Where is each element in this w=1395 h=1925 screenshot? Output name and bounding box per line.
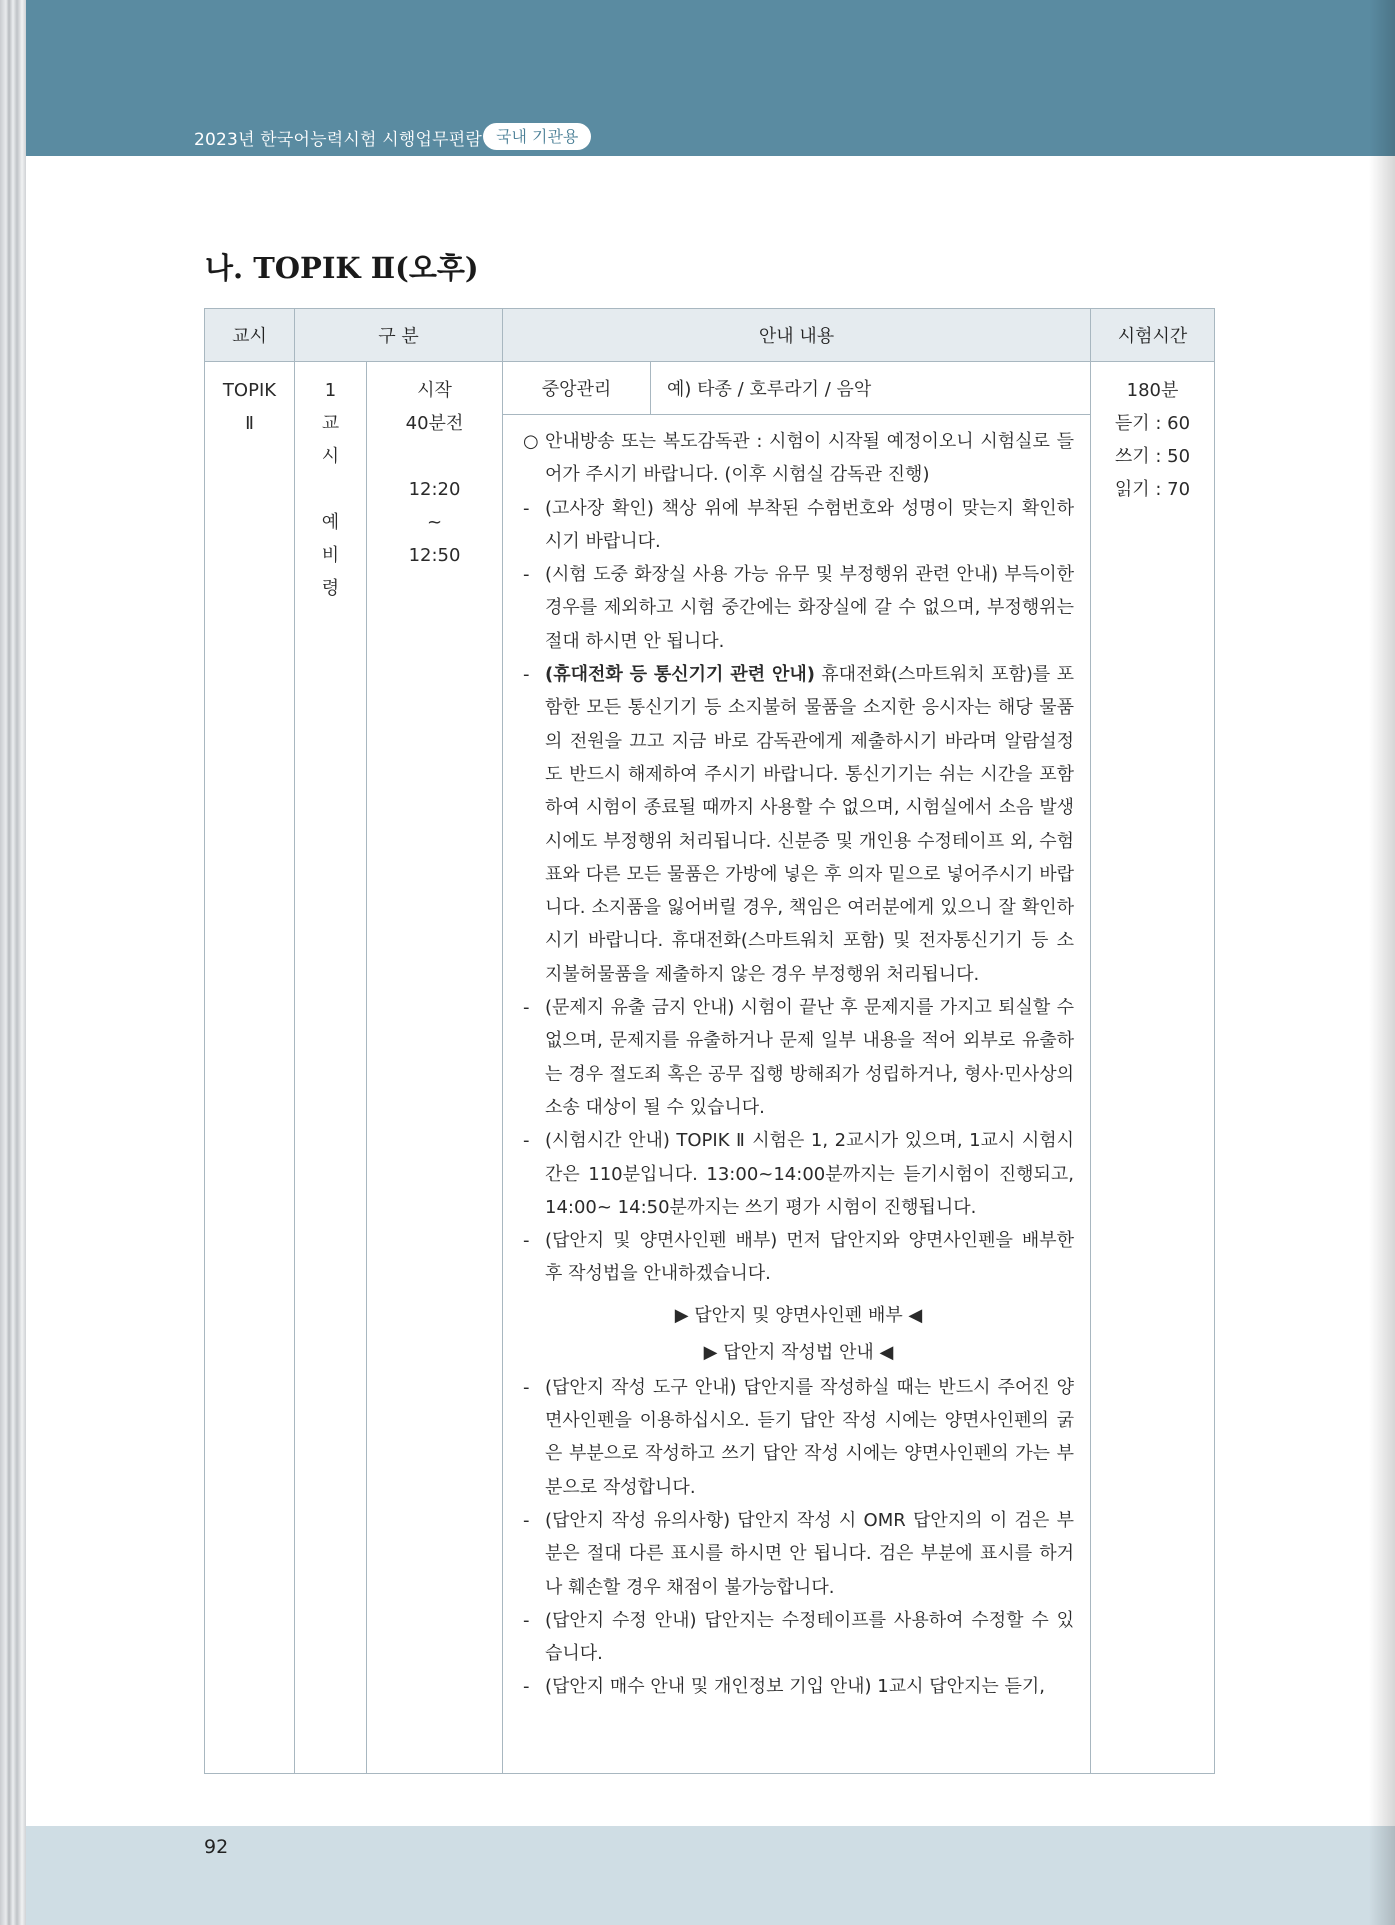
item-text: (답안지 매수 안내 및 개인정보 기입 안내) 1교시 답안지는 듣기,: [545, 1676, 1046, 1698]
timing-line: 40분전: [405, 413, 464, 434]
central-value: 예) 타종 / 호루라기 / 음악: [651, 362, 1091, 415]
timing-line: 12:20: [408, 479, 461, 500]
bullet: -: [523, 564, 530, 586]
period-char: 교: [321, 413, 340, 434]
duration-cell: [1091, 362, 1215, 1774]
exam-name-cell: [205, 362, 295, 1774]
bullet: -: [523, 664, 530, 686]
period-char: 시: [321, 446, 340, 467]
period-char: 비: [321, 545, 340, 566]
header-duration: 시험시간: [1091, 309, 1215, 362]
bullet: -: [523, 1230, 530, 1252]
central-label: 중앙관리: [503, 362, 651, 415]
item-text: (답안지 및 양면사인펜 배부) 먼저 답안지와 양면사인펜을 배부한 후 작성법을 안내하겠습니다.: [545, 1230, 1074, 1285]
period-char: 1: [324, 380, 337, 401]
list-item: [523, 558, 1074, 658]
bullet: -: [523, 997, 530, 1019]
list-item: [523, 1504, 1074, 1604]
exam-name: TOPIK Ⅱ: [222, 380, 277, 434]
bullet: -: [523, 1509, 530, 1531]
section-title: 나. TOPIK Ⅱ(오후): [205, 251, 479, 285]
timing-spacer: [367, 440, 502, 473]
duration-line: 180분: [1126, 380, 1179, 401]
item-text: 안내방송 또는 복도감독관 : 시험이 시작될 예정이오니 시험실로 들어가 주시기 바랍니다. (이후 시험실 감독관 진행): [545, 431, 1074, 486]
duration-line: 듣기 : 60: [1114, 413, 1191, 434]
bullet: -: [523, 1130, 530, 1152]
item-text: (문제지 유출 금지 안내) 시험이 끝난 후 문제지를 가지고 퇴실할 수 없으며, 문제지를 유출하거나 문제 일부 내용을 적어 외부로 유출하는 경우 절도죄 혹은 공무 집행 방해죄가 성립하거나, 형사·민사상의 소송 대상이 될 수 있습니다.: [545, 997, 1074, 1118]
list-item: [523, 1604, 1074, 1671]
list-item: [523, 425, 1074, 492]
list-item: [523, 658, 1074, 991]
period-cell: [295, 362, 367, 1774]
bullet: -: [523, 1376, 530, 1398]
list-item: [523, 991, 1074, 1124]
item-text: (고사장 확인) 책상 위에 부착된 수험번호와 성명이 맞는지 확인하시기 바랍니다.: [545, 497, 1074, 552]
page-shadow: [1369, 0, 1395, 1925]
schedule-table: [204, 308, 1215, 1774]
item-text: (시험 도중 화장실 사용 가능 유무 및 부정행위 관련 안내) 부득이한 경우를 제외하고 시험 중간에는 화장실에 갈 수 없으며, 부정행위는 절대 하시면 안 됩니다.: [545, 564, 1074, 652]
item-text: (답안지 수정 안내) 답안지는 수정테이프를 사용하여 수정할 수 있습니다.: [545, 1609, 1074, 1665]
table-header-row: [205, 309, 1215, 362]
period-char: 예: [321, 512, 340, 533]
bullet: ○: [523, 431, 539, 452]
header-band: [26, 0, 1395, 156]
footer-band: [26, 1826, 1395, 1925]
centered-instruction: ▶ 답안지 작성법 안내 ◀: [703, 1341, 894, 1363]
period-spacer: [295, 473, 366, 506]
list-item: [523, 1224, 1074, 1291]
item-text: (답안지 작성 유의사항) 답안지 작성 시 OMR 답안지의 이 검은 부분은 절대 다른 표시를 하시면 안 됩니다. 검은 부분에 표시를 하거나 훼손할 경우 채점이 불가능합니다.: [545, 1509, 1074, 1598]
list-item: [523, 1124, 1074, 1224]
page-number: 92: [204, 1836, 229, 1858]
list-item: [523, 1670, 1074, 1703]
duration-line: 읽기 : 70: [1114, 479, 1191, 500]
bullet: -: [523, 1676, 530, 1698]
duration-line: 쓰기 : 50: [1114, 446, 1191, 467]
item-text: (답안지 작성 도구 안내) 답안지를 작성하실 때는 반드시 주어진 양면사인펜을 이용하십시오. 듣기 답안 작성 시에는 양면사인펜의 굵은 부분으로 작성하고 쓰기 답안 작성 시에는 양면사인펜의 가는 부분으로 작성합니다.: [545, 1376, 1074, 1498]
centered-instruction: ▶ 답안지 및 양면사인펜 배부 ◀: [674, 1304, 923, 1326]
period-char: 령: [321, 578, 340, 599]
header-guidance: 안내 내용: [503, 309, 1091, 362]
item-body: 휴대전화(스마트워치 포함)를 포함한 모든 통신기기 등 소지불허 물품을 소지한 응시자는 해당 물품의 전원을 끄고 지금 바로 감독관에게 제출하시기 바라며 알람설정도 반드시 해제하여 주시기 바랍니다. 통신기기는 쉬는 시간을 포함하여 시험이 종료될 때까지 사용할 수 없으며, 시험실에서 소음 발생 시에도 부정행위 처리됩니다. 신분증 및 개인용 수정테이프 외, 수험표와 다른 모든 물품은 가방에 넣은 후 의자 밑으로 넣어주시기 바랍니다. 소지품을 잃어버릴 경우, 책임은 여러분에게 있으니 잘 확인하시기 바랍니다. 휴대전화(스마트워치 포함) 및 전자통신기기 등 소지불허물품을 제출하지 않은 경우 부정행위 처리됩니다.: [545, 664, 1074, 985]
item-text: [545, 658, 1074, 991]
timing-line: 시작: [417, 380, 452, 401]
bullet: -: [523, 497, 530, 519]
item-heading: (휴대전화 등 통신기기 관련 안내): [545, 664, 815, 686]
item-text: (시험시간 안내) TOPIK Ⅱ 시험은 1, 2교시가 있으며, 1교시 시험시간은 110분입니다. 13:00~14:00분까지는 듣기시험이 진행되고, 14:00~ 14:50분까지는 쓰기 평가 시험이 진행됩니다.: [545, 1130, 1074, 1218]
header-title: 2023년 한국어능력시험 시행업무편람: [194, 130, 482, 150]
list-item: [523, 1371, 1074, 1504]
timing-line: 12:50: [408, 545, 461, 566]
header-badge: 국내 기관용: [483, 123, 591, 150]
guidance-content: [503, 415, 1091, 1774]
header-period: 교시: [205, 309, 295, 362]
timing-cell: [367, 362, 503, 1774]
table-row: [205, 362, 1215, 415]
page: [26, 0, 1395, 1925]
list-item: [523, 492, 1074, 559]
bullet: -: [523, 1609, 530, 1631]
header-category: 구 분: [295, 309, 503, 362]
timing-line: ~: [426, 512, 443, 533]
